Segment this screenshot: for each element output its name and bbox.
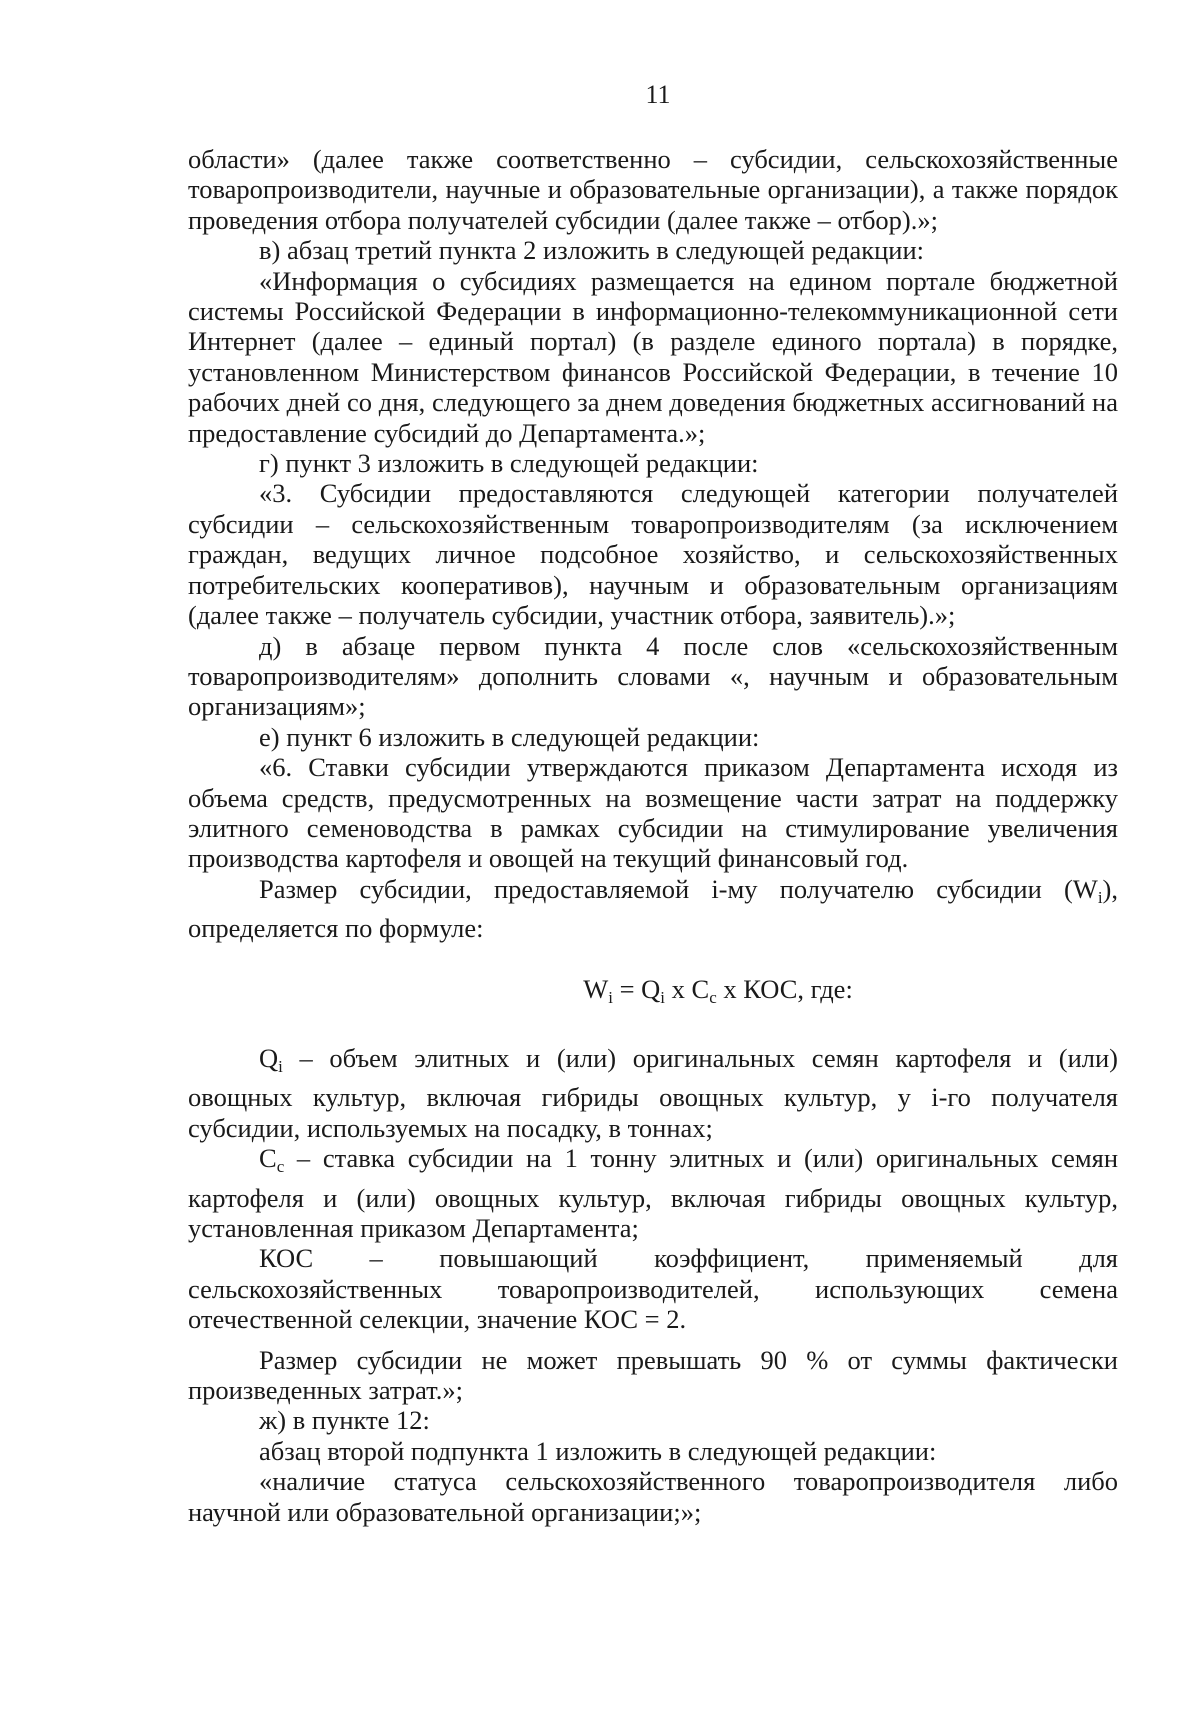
paragraph: «Информация о субсидиях размещается на едином портале бюджетной системы Российской Федерации в информационно-телекоммуникационной сети Интернет (далее – единый портал) (в разделе единого портала) в порядке, установленном Министерством финансов Российской Федерации, в течение 10 рабочих дней со дня, следующего за днем доведения бюджетных ассигнований на предоставление субсидий до Департамента.»; — [188, 265, 1118, 448]
paragraph: ж) в пункте 12: — [259, 1405, 430, 1436]
formula-symbol: = Q — [612, 973, 661, 1004]
formula-symbol: x C — [665, 973, 710, 1004]
definition-text: – объем элитных и (или) оригинальных семян картофеля и (или) овощных культур, включая гибриды овощных культур, у i-го получателя субсидии, используемых на посадку, в тоннах; — [188, 1042, 1118, 1143]
definition-text: – ставка субсидии на 1 тонну элитных и (или) оригинальных семян картофеля и (или) овощных культур, включая гибриды овощных культур, установленная приказом Департамента; — [188, 1143, 1118, 1243]
document-body — [188, 144, 1118, 1527]
paragraph: «наличие статуса сельскохозяйственного товаропроизводителя либо научной или образовательной организации;»; — [188, 1466, 1118, 1527]
paragraph: д) в абзаце первом пункта 4 после слов «сельскохозяйственным товаропроизводителям» дополнить словами «, научным и образовательным организациям»; — [188, 630, 1118, 722]
paragraph-subsidy-size — [188, 874, 1118, 944]
subscript: c — [709, 987, 717, 1007]
subscript: c — [276, 1157, 285, 1177]
subscript: i — [660, 987, 666, 1007]
paragraph-text: Размер субсидии, предоставляемой i-му получателю субсидии (W — [259, 873, 1098, 904]
paragraph-text: ), определяется по формуле: — [188, 873, 1118, 944]
subscript: i — [608, 987, 613, 1007]
formula-symbol: x КОС, где: — [716, 973, 853, 1004]
formula-symbol: C — [259, 1143, 277, 1174]
paragraph: в) абзац третий пункта 2 изложить в следующей редакции: — [259, 235, 925, 266]
subscript: i — [1097, 887, 1103, 907]
paragraph: «6. Ставки субсидии утверждаются приказом Департамента исходя из объема средств, предусмотренных на возмещение части затрат на поддержку элитного семеноводства в рамках субсидии на стимулирование увеличения производства картофеля и овощей на текущий финансовый год. — [188, 752, 1118, 874]
paragraph: области» (далее также соответственно – субсидии, сельскохозяйственные товаропроизводители, научные и образовательные организации), а также порядок проведения отбора получателей субсидии (далее также – отбор).»; — [188, 144, 1118, 235]
paragraph: г) пункт 3 изложить в следующей редакции: — [259, 448, 759, 479]
paragraph: абзац второй подпункта 1 изложить в следующей редакции: — [259, 1435, 937, 1466]
paragraph: «3. Субсидии предоставляются следующей категории получателей субсидии – сельскохозяйственным товаропроизводителям (за исключением граждан, ведущих личное подсобное хозяйство, и сельскохозяйственных потребительских кооперативов), научным и образовательным организациям (далее также – получатель субсидии, участник отбора, заявитель).»; — [188, 478, 1118, 631]
subscript: i — [278, 1056, 283, 1076]
definition-kos: КОС – повышающий коэффициент, применяемый для сельскохозяйственных товаропроизводителей, использующих семена отечественной селекции, значение КОС = 2. — [188, 1243, 1118, 1335]
page-number: 11 — [645, 80, 671, 109]
subsidy-formula — [188, 974, 1118, 1013]
paragraph: е) пункт 6 изложить в следующей редакции: — [259, 721, 760, 752]
formula-symbol: Q — [259, 1042, 279, 1073]
definition-q — [188, 1043, 1118, 1143]
formula-symbol: W — [583, 973, 609, 1004]
paragraph: Размер субсидии не может превышать 90 % от суммы фактически произведенных затрат.»; — [188, 1344, 1118, 1406]
definition-c — [188, 1143, 1118, 1243]
